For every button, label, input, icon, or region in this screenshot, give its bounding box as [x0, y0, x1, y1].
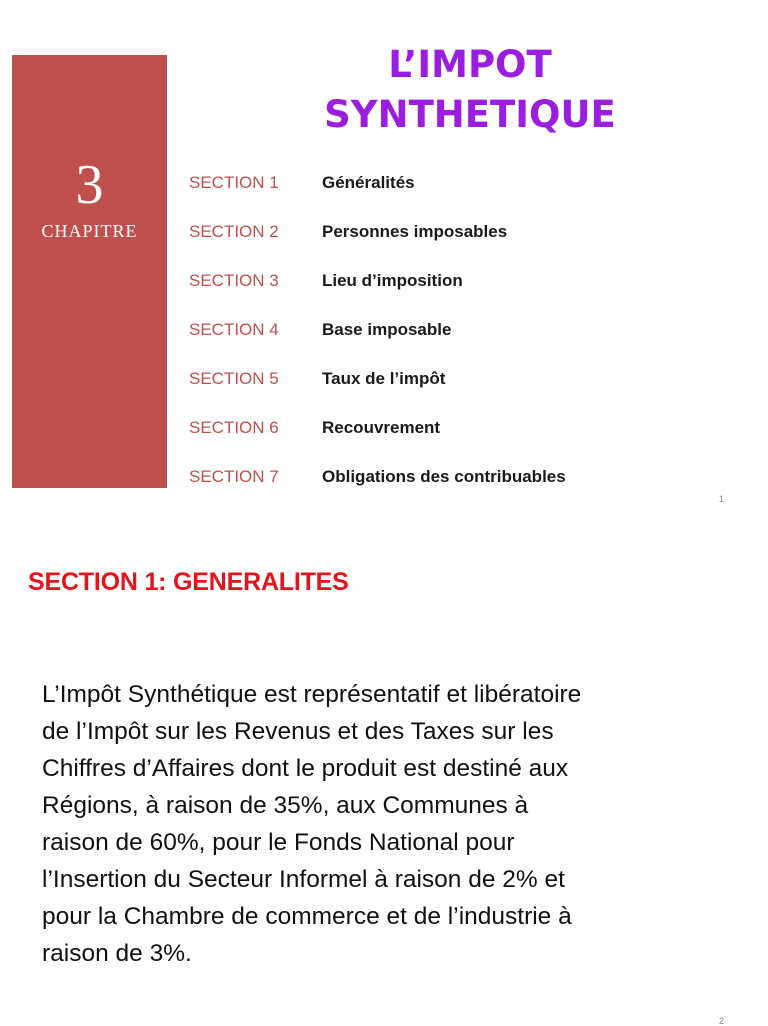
toc-section-number: SECTION 1	[189, 172, 279, 192]
toc-section-number: SECTION 3	[189, 270, 279, 290]
toc-item	[189, 354, 749, 403]
title-line-2: SYNTHETIQUE	[324, 93, 616, 136]
body-line: Régions, à raison de 35%, aux Communes à	[42, 792, 529, 819]
toc-section-number: SECTION 2	[189, 221, 279, 241]
page-number: 1	[718, 494, 724, 504]
chapter-label: CHAPITRE	[41, 221, 138, 241]
page-number: 2	[718, 1016, 724, 1026]
toc-item	[189, 207, 749, 256]
toc-section-number: SECTION 5	[189, 368, 279, 388]
toc-item	[189, 452, 749, 501]
toc-section-title: Personnes imposables	[322, 221, 508, 241]
body-line: l’Insertion du Secteur Informel à raison de 2% et	[42, 866, 565, 893]
body-line: raison de 60%, pour le Fonds National pour	[42, 829, 515, 856]
toc-section-title: Généralités	[322, 172, 415, 192]
toc-section-title: Obligations des contribuables	[322, 466, 566, 486]
title-line-1: L’IMPOT	[388, 43, 552, 86]
body-line: de l’Impôt sur les Revenus et des Taxes sur les	[42, 718, 554, 745]
section-heading: SECTION 1: GENERALITES	[28, 568, 349, 596]
toc-section-number: SECTION 6	[189, 417, 279, 437]
slide-2	[0, 520, 768, 1024]
toc-section-number: SECTION 7	[189, 466, 279, 486]
body-paragraph	[42, 676, 732, 972]
toc-section-title: Base imposable	[322, 319, 452, 339]
toc-item	[189, 305, 749, 354]
chapter-number: 3	[75, 154, 104, 216]
body-line: raison de 3%.	[42, 940, 192, 967]
chapter-box	[12, 55, 167, 488]
toc-section-title: Taux de l’impôt	[322, 368, 446, 388]
toc-item	[189, 158, 749, 207]
body-line: Chiffres d’Affaires dont le produit est destiné aux	[42, 755, 569, 782]
toc-item	[189, 403, 749, 452]
toc-section-title: Recouvrement	[322, 417, 441, 437]
body-line: pour la Chambre de commerce et de l’industrie à	[42, 903, 572, 930]
table-of-contents	[189, 158, 749, 501]
toc-section-title: Lieu d’imposition	[322, 270, 463, 290]
body-line: L’Impôt Synthétique est représentatif et libératoire	[42, 681, 582, 708]
page-title	[250, 40, 690, 140]
toc-section-number: SECTION 4	[189, 319, 279, 339]
toc-item	[189, 256, 749, 305]
